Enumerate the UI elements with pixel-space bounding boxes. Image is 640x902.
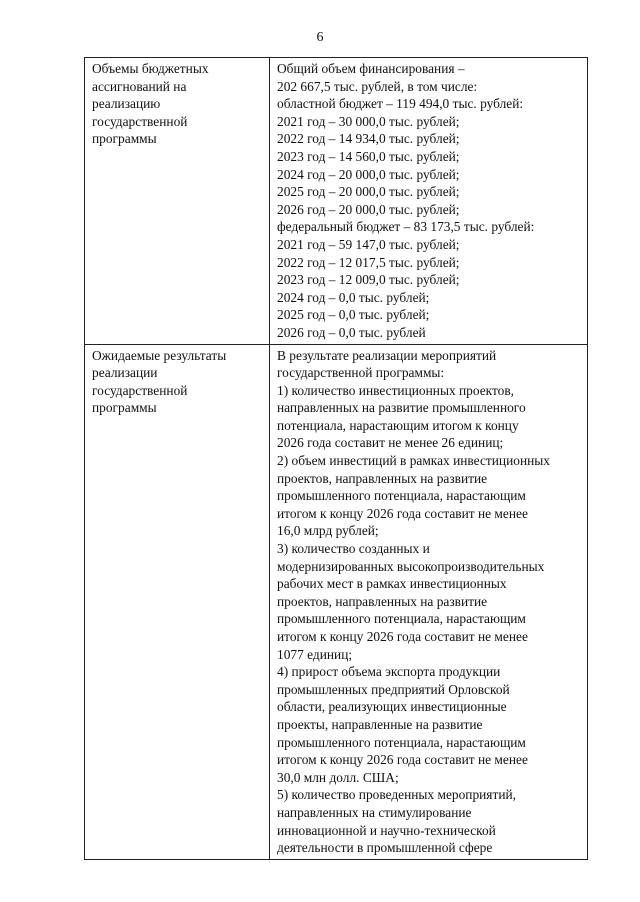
content-line: областной бюджет – 119 494,0 тыс. рублей: <box>277 96 524 112</box>
content-line: 2025 год – 20 000,0 тыс. рублей; <box>277 184 460 200</box>
content-line: области, реализующих инвестиционные <box>277 699 507 715</box>
table-row-budget <box>85 58 588 345</box>
content-line: 2021 год – 30 000,0 тыс. рублей; <box>277 113 460 129</box>
content-line: итогом к концу 2026 года составит не менее <box>277 505 528 521</box>
content-line: 2023 год – 12 009,0 тыс. рублей; <box>277 272 460 288</box>
content-line: 2025 год – 0,0 тыс. рублей; <box>277 307 430 323</box>
content-line: федеральный бюджет – 83 173,5 тыс. рублей: <box>277 219 535 235</box>
table-row-results <box>85 344 588 859</box>
content-line: 2024 год – 0,0 тыс. рублей; <box>277 289 430 305</box>
content-line: государственной программы: <box>277 365 445 381</box>
content-line: инновационной и научно-технической <box>277 822 496 838</box>
label-line: программы <box>92 131 157 147</box>
content-line: направленных на развитие промышленного <box>277 400 526 416</box>
content-line: проектов, направленных на развитие <box>277 470 488 486</box>
content-line: итогом к концу 2026 года составит не менее <box>277 629 528 644</box>
content-line: деятельности в промышленной сфере <box>277 840 493 856</box>
content-line: модернизированных высокопроизводительных <box>277 558 545 574</box>
content-line: промышленного потенциала, нарастающим <box>277 734 526 750</box>
content-line: промышленного потенциала, нарастающим <box>277 488 526 504</box>
content-line: 2021 год – 59 147,0 тыс. рублей; <box>277 236 460 252</box>
content-line: промышленного потенциала, нарастающим <box>277 611 526 627</box>
content-line: 16,0 млрд рублей; <box>277 523 379 539</box>
label-line: программы <box>92 400 157 416</box>
label-line: ассигнований на <box>92 78 187 94</box>
content-line: 30,0 млн долл. США; <box>277 769 399 785</box>
content-line: 2022 год – 14 934,0 тыс. рублей; <box>277 131 460 147</box>
content-line: 2) объем инвестиций в рамках инвестиционных <box>277 453 550 469</box>
label-line: государственной <box>92 382 188 398</box>
row-label-budget <box>85 58 270 345</box>
content-line: 2022 год – 12 017,5 тыс. рублей; <box>277 254 460 270</box>
label-line: реализацию <box>92 96 161 112</box>
content-line: потенциала, нарастающим итогом к концу <box>277 417 519 433</box>
content-line: проекты, направленные на развитие <box>277 716 483 732</box>
program-passport-table <box>84 57 588 860</box>
label-line: государственной <box>92 113 188 129</box>
content-line: 2026 год – 0,0 тыс. рублей <box>277 324 426 340</box>
content-line: 2024 год – 20 000,0 тыс. рублей; <box>277 166 460 182</box>
row-content-budget <box>270 58 588 345</box>
row-label-results <box>85 344 270 859</box>
content-line: 3) количество созданных и <box>277 541 430 557</box>
label-line: Объемы бюджетных <box>92 61 209 76</box>
content-line: 4) прирост объема экспорта продукции <box>277 664 501 680</box>
content-line: 202 667,5 тыс. рублей, в том числе: <box>277 78 478 94</box>
content-line: промышленных предприятий Орловской <box>277 681 510 697</box>
page-number: 6 <box>316 30 324 45</box>
content-line: 1) количество инвестиционных проектов, <box>277 382 515 398</box>
content-line: проектов, направленных на развитие <box>277 593 488 609</box>
label-line: реализации <box>92 365 158 381</box>
table-body <box>85 58 588 860</box>
content-line: 2026 год – 20 000,0 тыс. рублей; <box>277 201 460 217</box>
content-line: 5) количество проведенных мероприятий, <box>277 787 516 803</box>
content-line: В результате реализации мероприятий <box>277 347 497 363</box>
content-line: 2023 год – 14 560,0 тыс. рублей; <box>277 148 460 164</box>
content-line: Общий объем финансирования – <box>277 61 465 76</box>
content-line: итогом к концу 2026 года составит не менее <box>277 752 528 768</box>
label-line: Ожидаемые результаты <box>92 347 227 363</box>
content-line: направленных на стимулирование <box>277 804 472 820</box>
content-line: 2026 года составит не менее 26 единиц; <box>277 435 504 451</box>
content-line: рабочих мест в рамках инвестиционных <box>277 576 507 592</box>
content-line: 1077 единиц; <box>277 646 353 662</box>
row-content-results <box>270 344 588 859</box>
